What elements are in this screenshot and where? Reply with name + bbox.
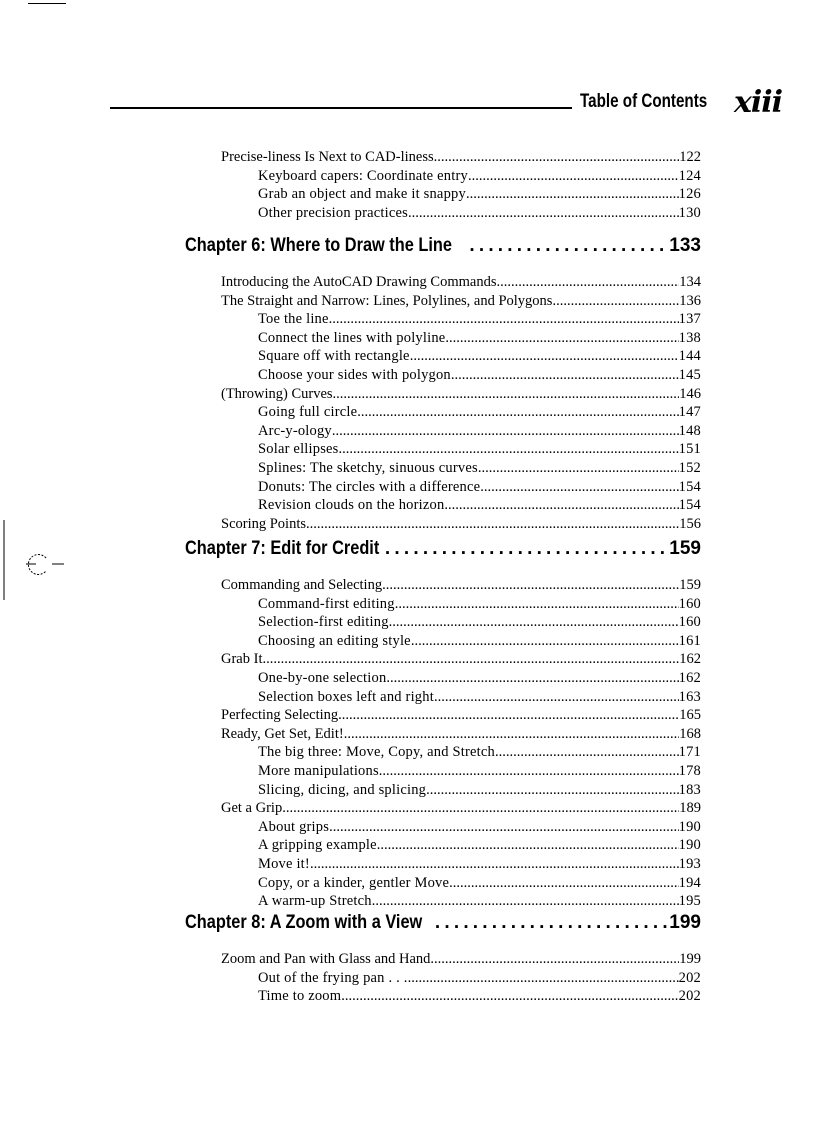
dot-leader	[449, 874, 679, 893]
entry-label: Grab It	[221, 651, 263, 668]
toc-subsection-entry[interactable]	[258, 403, 701, 422]
toc-subsection-entry[interactable]	[258, 329, 701, 348]
toc-section-entry[interactable]	[221, 799, 701, 818]
entry-label: Keyboard capers: Coordinate entry	[258, 167, 468, 184]
entry-label: Slicing, dicing, and splicing	[258, 781, 427, 798]
dot-leader	[372, 892, 679, 911]
entry-label: More manipulations	[258, 763, 379, 779]
entry-page-number: 122	[679, 149, 701, 165]
dot-leader	[408, 969, 679, 988]
entry-page-number: 193	[678, 856, 701, 872]
dot-leader	[410, 347, 679, 366]
dot-leader	[552, 292, 679, 311]
entry-label: Choose your sides with polygon	[258, 367, 451, 383]
entry-label: Copy, or a kinder, gentler Move	[258, 874, 450, 891]
entry-label: Move it!	[258, 856, 310, 872]
entry-label: Going full circle	[258, 404, 358, 421]
toc-section-entry[interactable]	[221, 292, 701, 311]
entry-page-number: 130	[678, 204, 701, 221]
dot-leader	[333, 385, 680, 404]
dot-leader	[430, 950, 679, 969]
toc-section-entry[interactable]	[221, 706, 701, 725]
dot-leader	[411, 632, 679, 651]
dot-leader	[329, 818, 679, 837]
entry-label: Selection-first editing	[258, 614, 389, 631]
entry-page-number: 134	[679, 274, 701, 290]
entry-page-number: 137	[678, 311, 701, 328]
entry-label: Splines: The sketchy, sinuous curves	[258, 460, 478, 476]
entry-page-number: 138	[678, 329, 701, 346]
entry-label: Donuts: The circles with a difference	[258, 478, 481, 495]
dot-leader	[332, 422, 679, 441]
entry-page-number: 160	[678, 614, 701, 631]
chapter-page-number: 133	[669, 235, 701, 256]
entry-page-number: 147	[678, 404, 701, 421]
dot-leader	[310, 855, 679, 874]
dot-leader	[459, 233, 669, 259]
dot-leader	[480, 478, 678, 497]
entry-page-number: 154	[678, 478, 701, 495]
dot-leader	[426, 781, 679, 800]
entry-page-number: 195	[678, 893, 701, 910]
dot-leader	[382, 576, 679, 595]
entry-page-number: 165	[679, 707, 701, 724]
entry-page-number: 202	[678, 988, 701, 1005]
entry-label: Get a Grip	[221, 800, 283, 817]
toc-subsection-entry[interactable]	[258, 496, 701, 515]
toc-subsection-entry[interactable]	[258, 743, 701, 762]
toc-subsection-entry[interactable]	[258, 669, 701, 688]
page-numeral: xiii	[734, 85, 783, 120]
entry-label: Perfecting Selecting	[221, 707, 339, 724]
entry-label: A warm-up Stretch	[258, 893, 372, 910]
entry-label: Grab an object and make it snappy	[258, 186, 466, 203]
toc-subsection-entry[interactable]	[258, 632, 701, 651]
entry-page-number: 154	[678, 497, 701, 514]
toc-chapter-heading[interactable]	[185, 233, 701, 259]
entry-page-number: 146	[679, 385, 701, 402]
dot-leader	[478, 459, 679, 478]
toc-subsection-entry[interactable]	[258, 310, 701, 329]
entry-page-number: 159	[679, 577, 701, 593]
entry-page-number: 202	[678, 969, 701, 986]
dot-leader	[389, 613, 679, 632]
toc-subsection-entry[interactable]	[258, 688, 701, 707]
entry-label: A gripping example	[258, 837, 377, 854]
dot-leader	[495, 743, 679, 762]
entry-label: The Straight and Narrow: Lines, Polylines, and Polygons	[221, 292, 553, 309]
entry-label: Choosing an editing style	[258, 632, 411, 649]
toc-subsection-entry[interactable]	[258, 204, 701, 223]
entry-page-number: 126	[678, 186, 701, 203]
toc-section-entry[interactable]	[221, 385, 701, 404]
entry-label: Precise-liness Is Next to CAD-liness	[221, 149, 434, 165]
entry-page-number: 156	[679, 515, 701, 532]
toc-subsection-entry[interactable]	[258, 874, 701, 893]
toc-subsection-entry[interactable]	[258, 818, 701, 837]
entry-page-number: 163	[678, 688, 701, 705]
chapter-title: Chapter 8: A Zoom with a View	[185, 912, 423, 933]
entry-page-number: 199	[679, 951, 701, 967]
toc-subsection-entry[interactable]	[258, 613, 701, 632]
dot-leader	[451, 366, 679, 385]
dot-leader	[379, 762, 679, 781]
dot-leader	[386, 669, 678, 688]
dot-leader	[375, 536, 669, 562]
entry-label: Zoom and Pan with Glass and Hand	[221, 951, 431, 967]
toc-subsection-entry[interactable]	[258, 969, 701, 988]
entry-label: Scoring Points	[221, 515, 306, 532]
entry-label: Square off with rectangle	[258, 348, 410, 365]
toc-subsection-entry[interactable]	[258, 167, 701, 186]
dot-leader	[496, 273, 679, 292]
dot-leader	[339, 440, 679, 459]
entry-page-number: 168	[679, 725, 701, 742]
toc-subsection-entry[interactable]	[258, 762, 701, 781]
toc-section-entry[interactable]	[221, 148, 701, 167]
toc-subsection-entry[interactable]	[258, 422, 701, 441]
toc-subsection-entry[interactable]	[258, 440, 701, 459]
entry-page-number: 183	[678, 781, 701, 798]
dot-leader	[434, 688, 679, 707]
entry-label: Introducing the AutoCAD Drawing Commands	[221, 274, 497, 290]
entry-label: Selection boxes left and right	[258, 688, 434, 705]
entry-label: Other precision practices	[258, 204, 408, 221]
dot-leader	[408, 204, 679, 223]
dot-leader	[329, 310, 679, 329]
dot-leader	[468, 167, 679, 186]
entry-label: Solar ellipses	[258, 441, 339, 458]
dot-leader	[445, 329, 678, 348]
toc-subsection-entry[interactable]	[258, 595, 701, 614]
entry-page-number: 190	[678, 818, 701, 835]
entry-page-number: 151	[678, 441, 701, 458]
toc-chapter-heading[interactable]	[185, 536, 701, 562]
entry-page-number: 152	[678, 460, 701, 476]
toc-section-entry[interactable]	[221, 950, 701, 969]
entry-label: Toe the line	[258, 311, 329, 328]
dot-leader	[466, 185, 679, 204]
toc-section-entry[interactable]	[221, 576, 701, 595]
toc-subsection-entry[interactable]	[258, 366, 701, 385]
running-header-title: Table of Contents	[580, 91, 708, 112]
toc-subsection-entry[interactable]	[258, 347, 701, 366]
toc-section-entry[interactable]	[221, 650, 701, 669]
entry-label: Time to zoom	[258, 988, 342, 1005]
dot-leader	[341, 987, 678, 1006]
entry-label: Ready, Get Set, Edit!	[221, 725, 344, 742]
chapter-page-number: 159	[669, 538, 701, 559]
toc-section-entry[interactable]	[221, 273, 701, 292]
chapter-title: Chapter 6: Where to Draw the Line	[185, 235, 452, 256]
entry-page-number: 178	[678, 763, 701, 779]
entry-page-number: 161	[678, 632, 701, 649]
chapter-title: Chapter 7: Edit for Credit	[185, 538, 380, 559]
toc-subsection-entry[interactable]	[258, 459, 701, 478]
toc-subsection-entry[interactable]	[258, 478, 701, 497]
entry-page-number: 162	[678, 670, 701, 686]
entry-label: One-by-one selection	[258, 670, 387, 686]
entry-page-number: 144	[678, 348, 701, 365]
header-rule	[110, 107, 572, 109]
entry-page-number: 162	[679, 651, 701, 668]
entry-label: Out of the frying pan . . .	[258, 969, 408, 986]
entry-label: Command-first editing	[258, 595, 395, 612]
dot-leader	[344, 725, 680, 744]
toc-subsection-entry[interactable]	[258, 185, 701, 204]
toc-section-entry[interactable]	[221, 725, 701, 744]
toc-subsection-entry[interactable]	[258, 855, 701, 874]
toc-subsection-entry[interactable]	[258, 836, 701, 855]
entry-label: The big three: Move, Copy, and Stretch	[258, 744, 495, 761]
entry-page-number: 148	[678, 422, 701, 439]
entry-label: Revision clouds on the horizon	[258, 497, 445, 514]
dot-leader	[338, 706, 679, 725]
dot-leader	[444, 496, 678, 515]
dot-leader	[306, 515, 679, 534]
entry-page-number: 190	[678, 837, 701, 854]
toc-chapter-heading[interactable]	[185, 910, 701, 936]
dot-leader	[282, 799, 679, 818]
entry-page-number: 171	[678, 744, 701, 761]
dot-leader	[425, 910, 669, 936]
chapter-page-number: 199	[669, 912, 701, 933]
entry-label: (Throwing) Curves	[221, 385, 333, 402]
dot-leader	[434, 148, 680, 167]
toc-section-entry[interactable]	[221, 515, 701, 534]
entry-page-number: 189	[679, 800, 701, 817]
entry-label: Commanding and Selecting	[221, 577, 383, 593]
entry-page-number: 160	[678, 595, 701, 612]
dot-leader	[395, 595, 679, 614]
dot-leader	[377, 836, 679, 855]
toc-subsection-entry[interactable]	[258, 781, 701, 800]
toc-subsection-entry[interactable]	[258, 892, 701, 911]
registration-mark-icon	[0, 520, 70, 600]
dot-leader	[262, 650, 679, 669]
entry-label: Arc-y-ology	[258, 422, 332, 439]
toc-subsection-entry[interactable]	[258, 987, 701, 1006]
crop-mark	[28, 3, 66, 4]
entry-label: About grips	[258, 818, 330, 835]
entry-page-number: 136	[679, 292, 701, 309]
entry-label: Connect the lines with polyline	[258, 329, 446, 346]
dot-leader	[357, 403, 678, 422]
entry-page-number: 194	[678, 874, 701, 891]
entry-page-number: 124	[678, 167, 701, 184]
entry-page-number: 145	[678, 367, 701, 383]
